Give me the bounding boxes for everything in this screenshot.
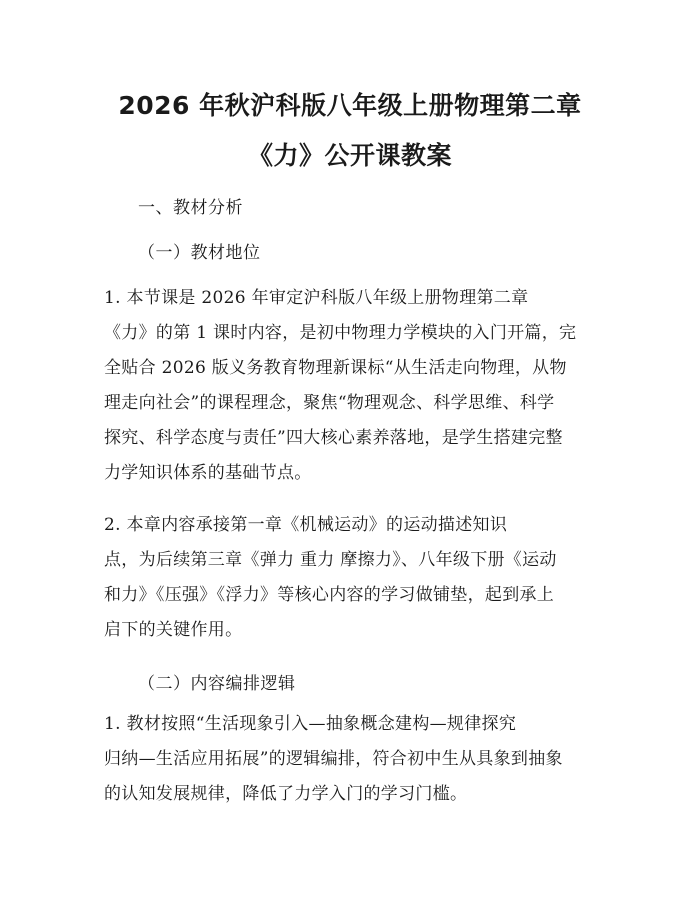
paragraph-line: 全贴合 2026 版义务教育物理新课标“从生活走向物理，从物 xyxy=(104,358,567,378)
paragraph-line: 和力》《压强》《浮力》等核心内容的学习做铺垫，起到承上 xyxy=(104,585,555,605)
paragraph-line: 1. 教材按照“生活现象引入—抽象概念建构—规律探究 xyxy=(104,714,517,734)
paragraph-material-position-1 xyxy=(104,281,602,491)
paragraph-line: 归纳—生活应用拓展”的逻辑编排，符合初中生从具象到抽象 xyxy=(104,749,563,769)
paragraph-line: 理走向社会”的课程理念，聚焦“物理观念、科学思维、科学 xyxy=(104,393,555,413)
paragraph-line: 《力》的第 1 课时内容，是初中物理力学模块的入门开篇，完 xyxy=(104,323,577,343)
paragraph-line: 点，为后续第三章《弹力 重力 摩擦力》、八年级下册《运动 xyxy=(104,550,557,570)
subsection-heading-content-arrangement: （二）内容编排逻辑 xyxy=(138,674,296,694)
document-title-line-1: 2026 年秋沪科版八年级上册物理第二章 xyxy=(118,91,582,120)
paragraph-line: 探究、科学态度与责任”四大核心素养落地，是学生搭建完整 xyxy=(104,428,563,448)
paragraph-line: 2. 本章内容承接第一章《机械运动》的运动描述知识 xyxy=(104,515,508,535)
paragraph-line: 的认知发展规律，降低了力学入门的学习门槛。 xyxy=(104,784,468,804)
section-heading-teaching-material-analysis: 一、教材分析 xyxy=(138,198,243,218)
paragraph-line: 1. 本节课是 2026 年审定沪科版八年级上册物理第二章 xyxy=(104,288,529,308)
paragraph-material-position-2 xyxy=(104,508,602,648)
paragraph-content-arrangement-1 xyxy=(104,707,602,812)
paragraph-line: 力学知识体系的基础节点。 xyxy=(104,463,312,483)
subsection-heading-material-position: （一）教材地位 xyxy=(138,243,261,263)
paragraph-line: 启下的关键作用。 xyxy=(104,620,243,640)
document-title-line-2: 《力》公开课教案 xyxy=(247,141,452,170)
